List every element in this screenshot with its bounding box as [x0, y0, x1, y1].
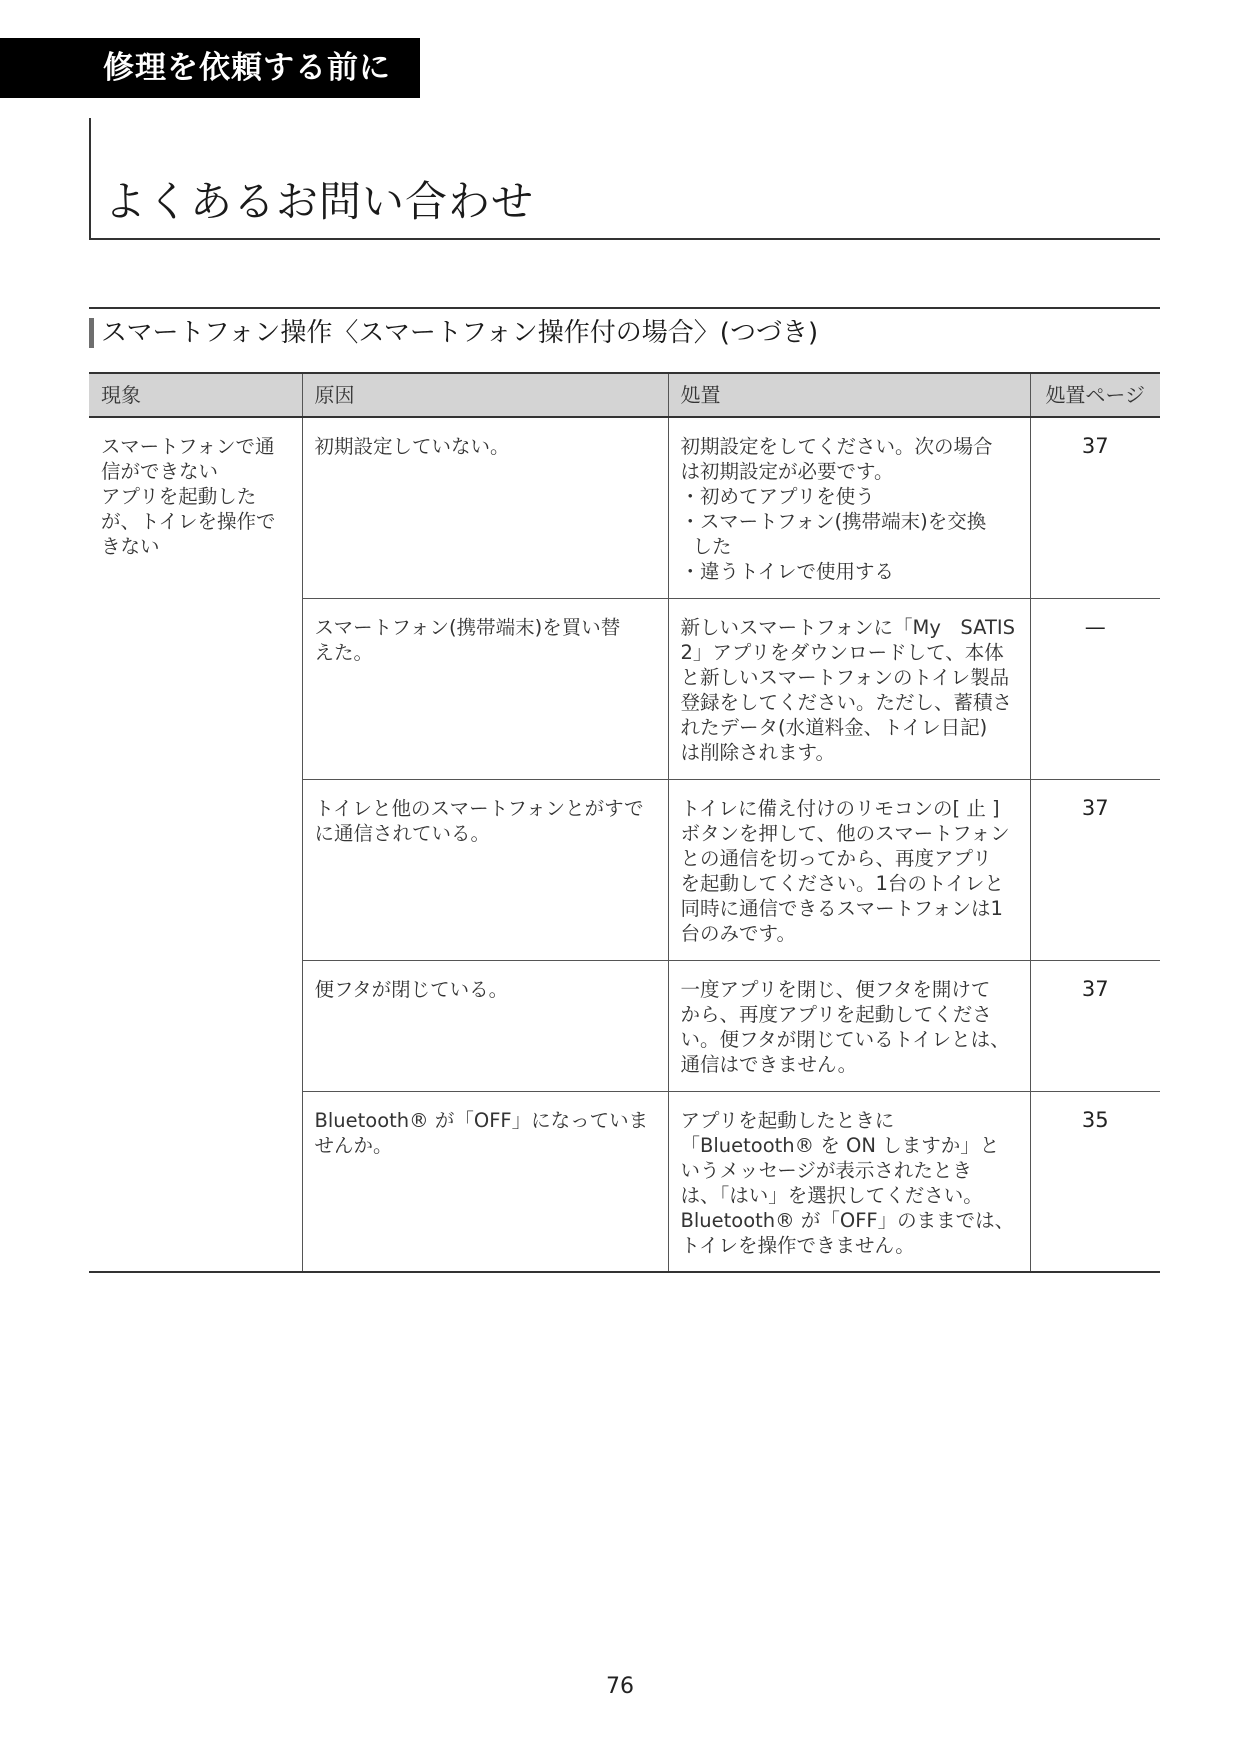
remedy-cell: [668, 779, 1030, 960]
page-ref-cell: —: [1030, 598, 1160, 779]
chapter-tab-label: 修理を依頼する前に: [103, 50, 391, 86]
remedy-line: ボタンを押して、他のスマートフォン: [680, 821, 1010, 845]
title-rule-bottom: [89, 238, 1160, 240]
cause-line: 初期設定していない。: [314, 435, 510, 458]
remedy-line: トイレを操作できません。: [680, 1233, 915, 1257]
section-title: スマートフォン操作〈スマートフォン操作付の場合〉(つづき): [101, 318, 819, 348]
table-row: [89, 417, 1160, 598]
table-header-row: [89, 373, 1160, 417]
page-ref-cell: 37: [1030, 417, 1160, 598]
cause-cell: [302, 779, 668, 960]
remedy-line: 2」アプリをダウンロードして、本体: [680, 640, 1004, 664]
cause-line: に通信されている。: [314, 821, 491, 845]
header-remedy: 処置: [668, 373, 1030, 417]
cause-cell: [302, 960, 668, 1091]
cause-line: 便フタが閉じている。: [314, 977, 509, 1001]
remedy-line: Bluetooth® が「OFF」のままでは、: [680, 1208, 1015, 1232]
cause-line: せんか。: [314, 1133, 393, 1157]
symptom-cell: [89, 417, 302, 1272]
page-number: 76: [606, 1674, 634, 1699]
page-ref-cell: 37: [1030, 960, 1160, 1091]
chapter-tab: [0, 38, 420, 98]
remedy-line: は初期設定が必要です。: [680, 460, 894, 483]
remedy-line: トイレに備え付けのリモコンの[ 止 ]: [680, 796, 1000, 820]
cause-line: トイレと他のスマートフォンとがすで: [314, 796, 644, 820]
remedy-line: い。便フタが閉じているトイレとは、: [680, 1027, 1010, 1051]
cause-cell: [302, 598, 668, 779]
symptom-line: アプリを起動した: [101, 485, 257, 508]
page-ref-cell: 37: [1030, 779, 1160, 960]
remedy-line: 一度アプリを閉じ、便フタを開けて: [680, 977, 991, 1001]
remedy-cell: [668, 598, 1030, 779]
page-title: よくあるお問い合わせ: [104, 177, 535, 226]
remedy-line: 通信はできません。: [680, 1052, 858, 1076]
remedy-line: 初期設定をしてください。次の場合: [680, 435, 993, 458]
remedy-cell: [668, 417, 1030, 598]
remedy-bullet: した: [692, 535, 732, 558]
remedy-bullet: ・初めてアプリを使う: [680, 485, 875, 508]
faq-table: [89, 372, 1160, 1273]
remedy-line: を起動してください。1台のトイレと: [680, 871, 1004, 895]
remedy-line: と新しいスマートフォンのトイレ製品: [680, 665, 1010, 689]
header-page: 処置ページ: [1030, 373, 1160, 417]
remedy-bullet: ・スマートフォン(携帯端末)を交換: [680, 510, 987, 533]
remedy-line: アプリを起動したときに: [680, 1108, 895, 1132]
cause-cell: [302, 417, 668, 598]
remedy-line: は、「はい」を選択してください。: [680, 1183, 983, 1207]
page-ref-cell: 35: [1030, 1091, 1160, 1272]
remedy-line: 登録をしてください。ただし、蓄積さ: [680, 690, 1013, 714]
remedy-bullet: ・違うトイレで使用する: [680, 560, 895, 583]
cause-line: スマートフォン(携帯端末)を買い替: [314, 615, 621, 639]
remedy-line: 台のみです。: [680, 921, 796, 945]
remedy-line: との通信を切ってから、再度アプリ: [680, 846, 992, 870]
section-rule: [89, 307, 1160, 309]
symptom-line: スマートフォンで通: [101, 435, 275, 458]
remedy-line: 新しいスマートフォンに「My SATIS: [680, 615, 1016, 639]
remedy-line: から、再度アプリを起動してくださ: [680, 1002, 992, 1026]
cause-line: えた。: [314, 640, 374, 664]
section-marker: [89, 318, 94, 348]
remedy-line: いうメッセージが表示されたとき: [680, 1158, 972, 1182]
symptom-line: が、トイレを操作で: [101, 510, 276, 533]
symptom-line: 信ができない: [101, 460, 219, 483]
cause-cell: [302, 1091, 668, 1272]
remedy-line: 「Bluetooth® を ON しますか」と: [680, 1133, 1000, 1157]
title-rule-left: [89, 118, 91, 240]
remedy-cell: [668, 1091, 1030, 1272]
remedy-line: れたデータ(水道料金、トイレ日記): [680, 715, 988, 739]
remedy-cell: [668, 960, 1030, 1091]
header-symptom: 現象: [89, 373, 302, 417]
symptom-line: きない: [101, 535, 160, 558]
cause-line: Bluetooth® が「OFF」になっていま: [314, 1108, 649, 1132]
remedy-line: は削除されます。: [680, 740, 835, 764]
remedy-line: 同時に通信できるスマートフォンは1: [680, 896, 1003, 920]
header-cause: 原因: [302, 373, 668, 417]
